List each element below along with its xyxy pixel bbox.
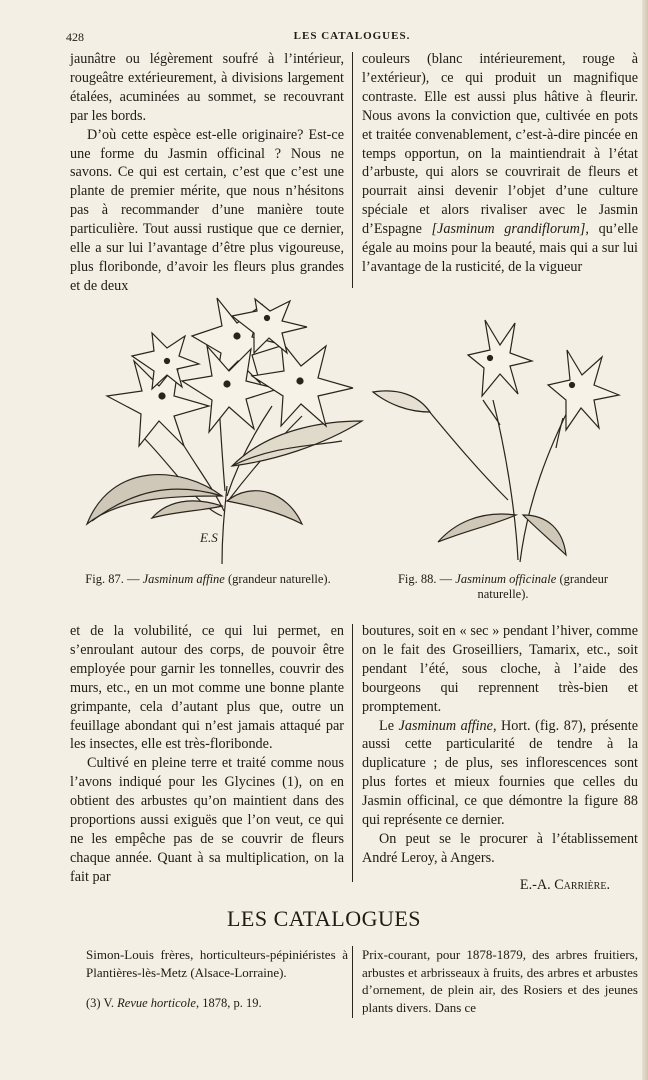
caption-suffix: (grandeur naturelle).: [477, 572, 609, 601]
figure-88-illustration: [368, 300, 638, 568]
paragraph: jaunâtre ou légèrement soufré à l’intérieur, rougeâtre extérieurement, à divisions largement étalées, acuminées au sommet, se recouvrant par les bords.: [70, 51, 344, 124]
column-rule: [352, 52, 353, 288]
text-run: couleurs (blanc intérieurement, rouge à l’extérieur), ce qui produit un magnifique contraste. Elle est aussi plus hâtive à fleurir. Nous avons la conviction que, cultivée en pots et traitée convenablement, c’est-à-dire pincée en temps opportun, on la maintiendrait à l’état d’arbuste, qui alors se couvrirait de fleurs et pourrait ainsi devenir l’objet d’une culture spéciale et alors rivaliser avec le Jasmin d’Espagne: [362, 51, 638, 238]
figure-87-illustration: [72, 296, 372, 568]
right-column-top: [362, 50, 638, 277]
footnote: [86, 996, 262, 1011]
species-name: Jasminum affine: [142, 572, 225, 586]
paragraph: [362, 717, 638, 830]
author-signature: E.-A. Carrière.: [519, 876, 610, 893]
left-column-middle: [70, 622, 344, 887]
engraver-monogram: E.S: [200, 530, 218, 545]
journal-title: Revue horticole: [117, 996, 196, 1010]
figure-87-caption: [84, 572, 332, 587]
footnote-text: , 1878, p. 19.: [195, 996, 262, 1010]
paragraph: et de la volubilité, ce qui lui permet, en s’enroulant autour des corps, de pouvoir être employée pour garnir les tonnelles, couvrir des murs, etc., en un mot comme une bonne plante grimpante, cela d’autant plus que, outre un feuillage abondant qui n’est jamais attaqué par les insectes, elle est très-floribonde.: [70, 623, 344, 753]
catalogue-entry-left: Simon-Louis frères, horticulteurs-pépiniéristes à Plantières-lès-Metz (Alsace-Lorraine).: [86, 947, 348, 980]
paragraph: Cultivé en pleine terre et traité comme nous l’avons indiqué pour les Glycines (1), on en obtient des arbustes qu’on maintient dans des proportions aussi exiguës que l’on veut, ce qui ne les empêche pas de se couvrir de fleurs chaque année. Quant à sa multiplication, on la fait par: [70, 755, 344, 885]
running-title: LES CATALOGUES.: [293, 30, 411, 42]
column-rule: [352, 624, 353, 882]
footnote-text: (3) V.: [86, 996, 118, 1010]
page-number: 428: [66, 30, 84, 44]
section-title: LES CATALOGUES: [226, 906, 422, 931]
running-header: [66, 30, 638, 48]
paragraph: [362, 50, 638, 277]
caption-suffix: (grandeur naturelle).: [224, 572, 331, 586]
caption-prefix: Fig. 88. —: [397, 572, 456, 586]
left-column-top: [70, 50, 344, 296]
column-rule: [352, 946, 353, 1018]
paragraph: boutures, soit en « sec » pendant l’hiver, comme on le fait des Groseilliers, Tamarix, etc., soit pendant l’été, sous cloche, à l’aide des bourgeons qui reprennent très-bien et promptement.: [362, 623, 638, 715]
catalogue-entry-right: Prix-courant, pour 1878-1879, des arbres fruitiers, arbustes et arbrisseaux à fruits, des arbres et arbustes d’ornement, de plein air, des Rosiers et des jeunes plants divers. Dans ce: [362, 947, 638, 1015]
paragraph: On peut se le procurer à l’établissement André Leroy, à Angers.: [362, 830, 638, 866]
caption-prefix: Fig. 87. —: [85, 572, 143, 586]
species-name: [Jasminum grandiflorum]: [431, 221, 586, 238]
text-run: , qu’elle égale au moins pour la beauté, mais qui a sur lui l’avantage de la rusticité, de la vigueur: [362, 221, 638, 275]
right-column-middle: [362, 622, 638, 895]
text-run: , Hort. (fig. 87), présente aussi cette particularité de tendre à la duplicature ; de plus, ses inflorescences sont plus fortes et mieux fournies que celles du Jasmin officinal, ce que démontre la figure 88 qui représente ce dernier.: [362, 717, 639, 829]
species-name: Jasminum officinale: [455, 572, 557, 586]
species-name: Jasminum affine: [398, 717, 493, 734]
paragraph: D’où cette espèce est-elle originaire? Est-ce une forme du Jasmin officinal ? Nous ne savons. Ce qui est certain, c’est que c’est une plante de premier mérite, que nous n’hésitons pas à recommander d’une manière toute particulière. Tout aussi rustique que ce dernier, elle a sur lui l’avantage d’être plus vigoureuse, plus floribonde, d’avoir les fleurs plus grandes et de deux: [70, 126, 344, 294]
text-run: Le: [379, 717, 399, 734]
figure-88-caption: [372, 572, 634, 602]
